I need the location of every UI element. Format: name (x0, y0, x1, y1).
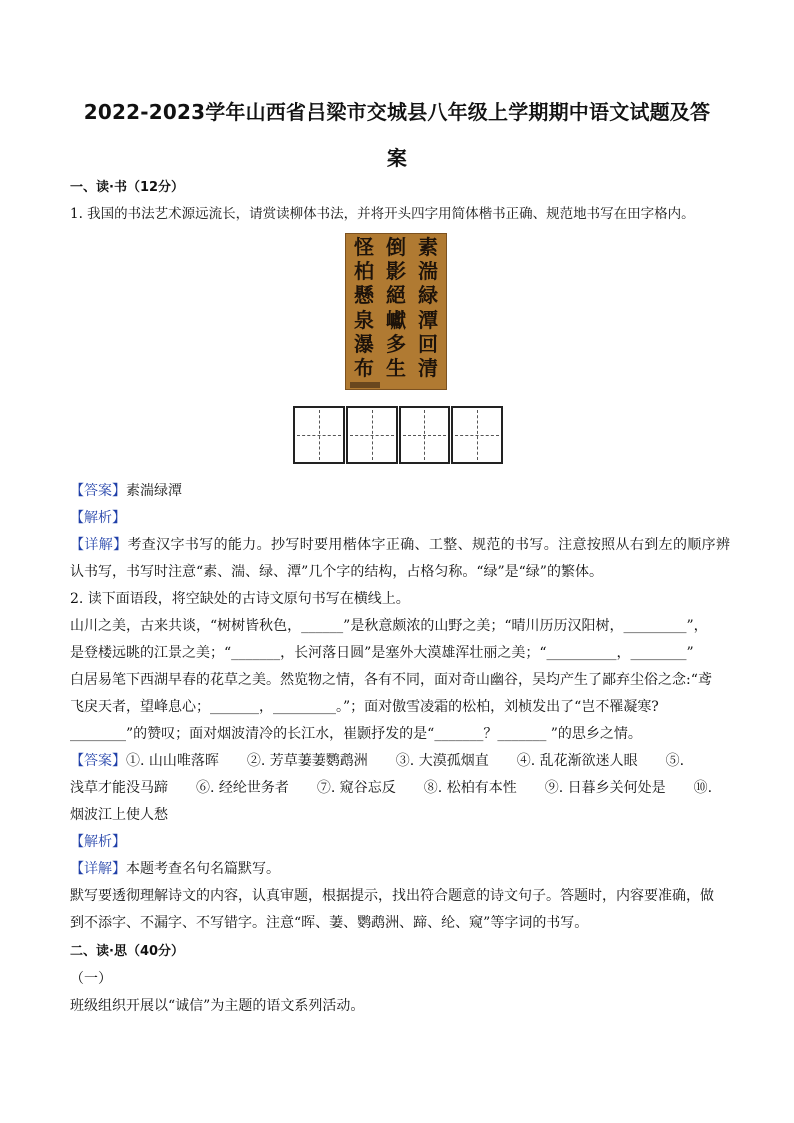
subsection-1: （一） (70, 971, 112, 987)
calligraphy-char: 泉 (354, 307, 374, 332)
detail-text: 考查汉字书写的能力。抄写时要用楷体字正确、工整、规范的书写。注意按照从右到左的顺序辨 (127, 537, 731, 553)
detail-2-para-line1: 默写要透彻理解诗文的内容，认真审题，根据提示，找出符合题意的诗文句子。答题时，内容要准确，做 (70, 888, 714, 904)
calligraphy-column-2 (386, 237, 406, 379)
doc-title-line2: 案 (386, 146, 408, 170)
calligraphy-char: 回 (418, 331, 438, 356)
section-1-heading: 一、读·书（12分） (70, 180, 185, 195)
detail-2 (70, 859, 730, 879)
detail-2-para-line2: 到不添字、不漏字、不写错字。注意“晖、萋、鹦鹉洲、蹄、纶、窥”等字词的书写。 (70, 915, 589, 931)
calligraphy-char: 影 (386, 259, 406, 284)
answer-text: 素湍绿潭 (126, 483, 182, 499)
question-2-line3: 白居易笔下西湖早春的花草之美。然览物之情，各有不同，面对奇山幽谷，吴均产生了鄙弃尘俗之念:“鸢 (70, 672, 712, 688)
calligraphy-char: 清 (418, 355, 438, 380)
tianzige-cell[interactable] (451, 406, 503, 464)
calligraphy-char: 布 (354, 355, 374, 380)
calligraphy-image (345, 233, 447, 390)
answer-2-line2: 浅草才能没马蹄 ⑥. 经纶世务者 ⑦. 窥谷忘反 ⑧. 松柏有本性 ⑨. 日暮乡关何处是 ⑩. (70, 780, 713, 796)
detail-1-line2: 认书写，书写时注意“素、湍、绿、潭”几个字的结构，占格匀称。“绿”是“绿”的繁体。 (70, 564, 603, 580)
tianzige-grid (293, 406, 503, 466)
question-2-line1: 山川之美，古来共谈，“树树皆秋色，______”是秋意颇浓的山野之美；“晴川历历汉阳树，_________”， (70, 618, 708, 634)
activity-intro: 班级组织开展以“诚信”为主题的语文系列活动。 (70, 998, 365, 1014)
answer-1 (70, 481, 730, 501)
answer-tag: 【答案】 (70, 483, 126, 499)
calligraphy-char: 柏 (354, 259, 374, 284)
calligraphy-char: 懸 (354, 283, 374, 308)
answer-tag: 【答案】 (70, 753, 126, 769)
seal-stamp (350, 382, 380, 388)
calligraphy-char: 絕 (386, 283, 406, 308)
calligraphy-char: 素 (418, 235, 438, 259)
calligraphy-char: 湍 (418, 259, 438, 284)
answer-2-line1 (70, 751, 730, 771)
question-2: 2. 读下面语段，将空缺处的古诗文原句书写在横线上。 (70, 591, 410, 607)
question-2-line2: 是登楼远眺的江景之美；“_______，长河落日圆”是塞外大漠雄浑壮丽之美；“__________，________” (70, 645, 694, 661)
calligraphy-char: 多 (386, 331, 406, 356)
analysis-tag-2: 【解析】 (70, 834, 126, 850)
doc-title-line1: 2022-2023学年山西省吕梁市交城县八年级上学期期中语文试题及答 (83, 100, 711, 124)
analysis-tag-1: 【解析】 (70, 510, 126, 526)
detail-1-line1 (70, 535, 730, 555)
question-1: 1. 我国的书法艺术源远流长，请赏读柳体书法，并将开头四字用简体楷书正确、规范地书写在田字格内。 (70, 206, 695, 222)
question-2-line5: ________”的赞叹；面对烟波清冷的长江水，崔颢抒发的是“_______？_______ ”的思乡之情。 (70, 726, 642, 742)
tianzige-cell[interactable] (399, 406, 451, 464)
calligraphy-char: 瀑 (354, 331, 374, 356)
tianzige-cell[interactable] (346, 406, 398, 464)
calligraphy-char: 怪 (354, 235, 374, 259)
answer-text: ①. 山山唯落晖 ②. 芳草萋萋鹦鹉洲 ③. 大漠孤烟直 ④. 乱花渐欲迷人眼 ⑤. (126, 753, 685, 769)
calligraphy-char: 倒 (386, 235, 406, 259)
question-2-line4: 飞戾天者，望峰息心；_______，_________。”；面对傲雪凌霜的松柏，刘桢发出了“岂不罹凝寒? (70, 699, 659, 715)
calligraphy-char: 潭 (418, 307, 438, 332)
section-2-heading: 二、读·思（40分） (70, 944, 185, 959)
calligraphy-column-3 (354, 237, 374, 379)
calligraphy-char: 緑 (418, 283, 438, 308)
detail-tag: 【详解】 (70, 861, 126, 877)
calligraphy-char: 生 (386, 355, 406, 380)
calligraphy-char: 巘 (386, 307, 406, 332)
detail-tag: 【详解】 (70, 537, 128, 553)
tianzige-cell[interactable] (293, 406, 345, 464)
detail-text: 本题考查名句名篇默写。 (126, 861, 280, 877)
answer-2-line3: 烟波江上使人愁 (70, 807, 168, 823)
calligraphy-column-1 (418, 237, 438, 379)
